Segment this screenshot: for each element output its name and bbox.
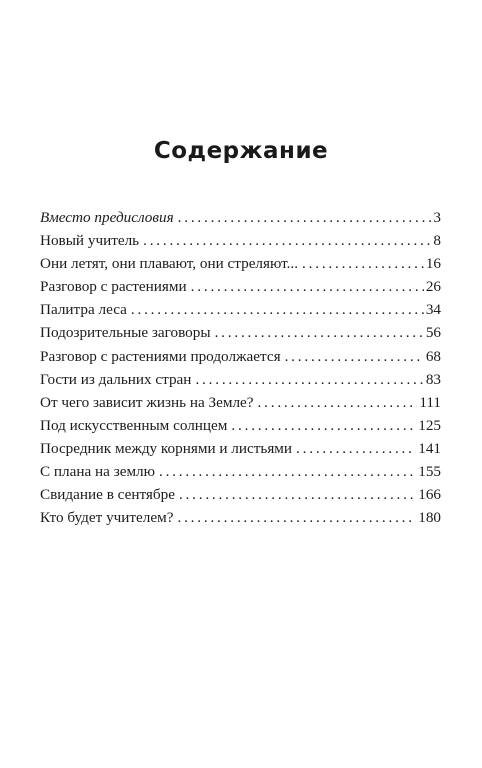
dot-leader xyxy=(231,417,416,435)
toc-entry xyxy=(40,232,441,255)
toc-entry-page: 56 xyxy=(425,324,441,342)
toc-entry-page: 125 xyxy=(418,416,441,434)
toc-entry xyxy=(40,394,441,417)
toc-entry-page: 8 xyxy=(433,232,441,250)
toc-entry-page: 34 xyxy=(425,301,441,319)
toc-entry-title: Кто будет учителем? xyxy=(40,509,174,527)
toc-entry-page: 3 xyxy=(433,209,441,226)
toc-entry-title: От чего зависит жизнь на Земле? xyxy=(40,393,254,411)
toc-entry-title: Палитра леса xyxy=(40,301,127,319)
toc-entry-title: Гости из дальних стран xyxy=(40,370,192,388)
dot-leader xyxy=(195,371,423,389)
toc-entry-page: 83 xyxy=(425,370,441,388)
toc-entry xyxy=(40,324,441,347)
toc-entry-title: Они летят, они плавают, они стреляют... xyxy=(40,255,299,273)
toc-entry-title: Разговор с растениями продолжается xyxy=(40,347,281,365)
dot-leader xyxy=(177,509,416,527)
toc-entry-page: 26 xyxy=(425,278,441,296)
dot-leader xyxy=(302,255,424,273)
toc-entry-page: 166 xyxy=(418,486,441,504)
toc-entry xyxy=(40,278,441,301)
dot-leader xyxy=(178,209,432,227)
toc-entry xyxy=(40,463,441,486)
toc-entry-page: 141 xyxy=(418,439,441,457)
toc-entry xyxy=(40,371,441,394)
toc-entry xyxy=(40,486,441,509)
toc-entry-title: Новый учитель xyxy=(40,232,140,250)
dot-leader xyxy=(215,324,424,342)
toc-entry-page: 155 xyxy=(418,463,441,481)
toc-entry-page: 180 xyxy=(418,509,441,527)
table-of-contents xyxy=(40,209,441,532)
toc-entry-title: Свидание в сентябре xyxy=(40,486,175,504)
toc-entry-title: Вместо предисловия xyxy=(40,209,174,226)
toc-entry-title: С плана на землю xyxy=(40,463,155,481)
dot-leader xyxy=(296,440,416,458)
toc-entry-page: 68 xyxy=(425,347,441,365)
toc-entry xyxy=(40,509,441,532)
dot-leader xyxy=(285,348,424,366)
dot-leader xyxy=(258,394,418,412)
toc-entry xyxy=(40,255,441,278)
toc-entry xyxy=(40,209,441,232)
dot-leader xyxy=(159,463,416,481)
toc-entry xyxy=(40,440,441,463)
toc-entry-title: Разговор с растениями xyxy=(40,278,187,296)
dot-leader xyxy=(191,278,424,296)
toc-entry-title: Посредник между корнями и листьями xyxy=(40,439,293,457)
page-title: Содержание xyxy=(153,138,329,164)
dot-leader xyxy=(179,486,416,504)
dot-leader xyxy=(143,232,431,250)
dot-leader xyxy=(131,301,424,319)
toc-entry-page: 111 xyxy=(419,393,441,411)
toc-entry xyxy=(40,301,441,324)
toc-entry-title: Подозрительные заговоры xyxy=(40,324,211,342)
toc-entry xyxy=(40,417,441,440)
toc-entry-title: Под искусственным солнцем xyxy=(40,416,228,434)
toc-entry xyxy=(40,348,441,371)
toc-entry-page: 16 xyxy=(425,255,441,273)
